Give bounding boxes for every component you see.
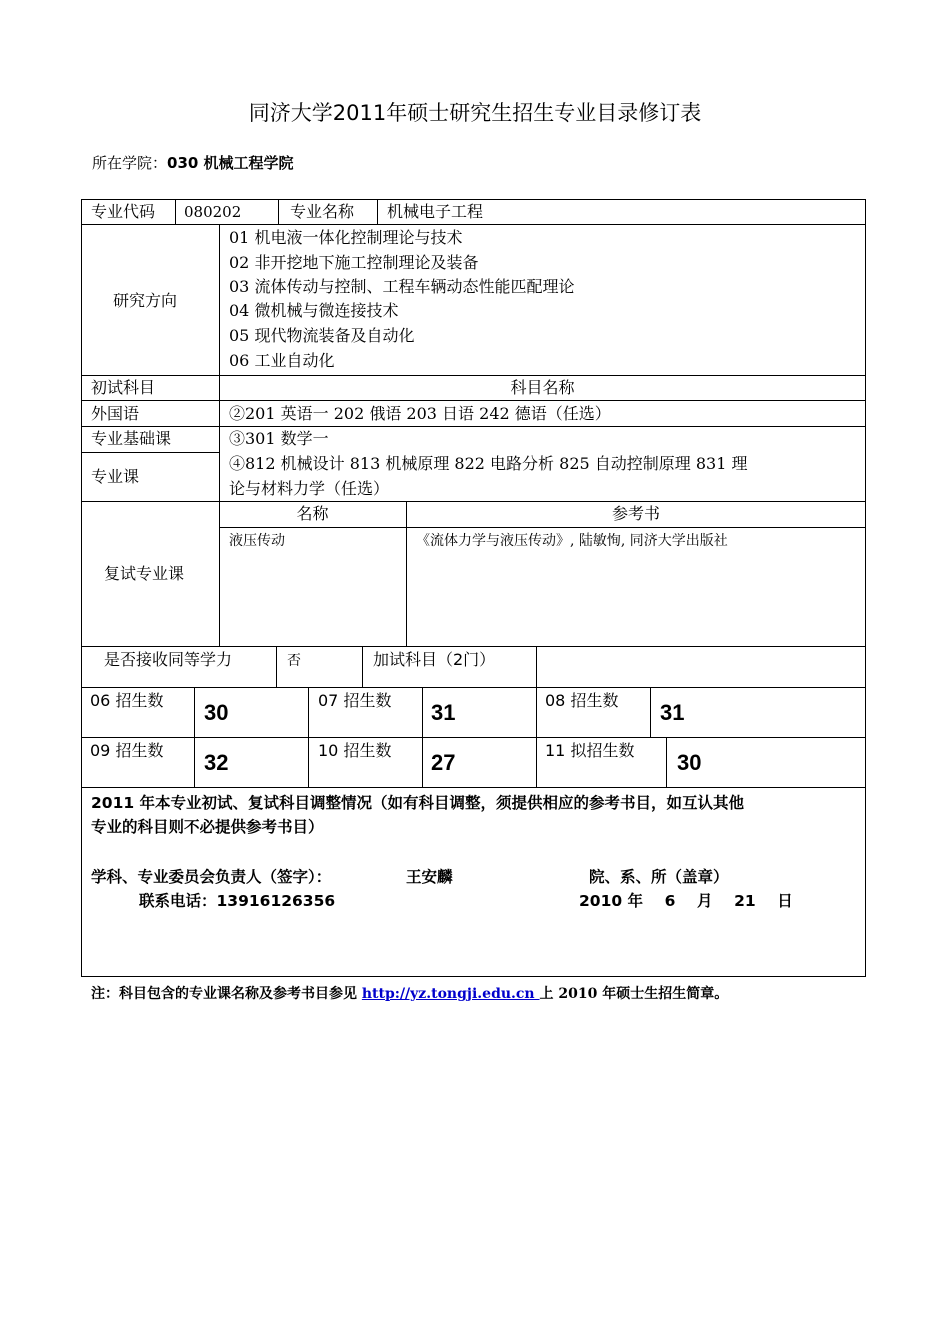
enroll-value: 27	[431, 750, 456, 775]
row-divider	[81, 224, 866, 225]
enroll-label: 07 招生数	[318, 691, 392, 710]
basic-label: 专业基础课	[91, 429, 172, 448]
major-name-label: 专业名称	[290, 202, 355, 221]
extra-subject-label: 加试科目（2门）	[373, 650, 496, 669]
phone-value: 13916126356	[216, 892, 336, 910]
row-divider	[81, 646, 866, 647]
adjust-line2: 专业的科目则不必提供参考书目）	[91, 818, 324, 836]
footnote-suffix: 上 2010 年硕士生招生简章。	[539, 986, 729, 1002]
col-divider	[536, 646, 537, 687]
col-divider	[422, 737, 423, 787]
major-code-value: 080202	[184, 203, 242, 221]
form-table	[81, 199, 866, 977]
major-name-value: 机械电子工程	[387, 202, 484, 221]
retest-course: 液压传动	[229, 533, 285, 549]
row-divider	[81, 687, 866, 688]
major-course-label: 专业课	[91, 467, 140, 486]
footnote-prefix: 注：科目包含的专业课名称及参考书目参见	[91, 986, 362, 1002]
col-divider	[650, 687, 651, 737]
enroll-value: 30	[204, 700, 229, 725]
research-label: 研究方向	[113, 291, 178, 310]
research-item: 03 流体传动与控制、工程车辆动态性能匹配理论	[229, 277, 575, 296]
row-divider	[81, 426, 866, 427]
col-divider	[377, 199, 378, 224]
row-divider	[81, 737, 866, 738]
enroll-value: 31	[660, 700, 685, 725]
research-item: 05 现代物流装备及自动化	[229, 326, 415, 345]
foreign-value: ②201 英语一 202 俄语 203 日语 242 德语（任选）	[229, 404, 611, 423]
retest-col-book: 参考书	[611, 504, 660, 523]
research-item: 01 机电液一体化控制理论与技术	[229, 228, 463, 247]
col-divider	[175, 199, 176, 224]
major-course-value-line1: ④812 机械设计 813 机械原理 822 电路分析 825 自动控制原理 831 理	[229, 454, 748, 473]
enroll-label: 08 招生数	[545, 691, 619, 710]
adjust-line1: 2011 年本专业初试、复试科目调整情况（如有科目调整，须提供相应的参考书目，如互认其他	[91, 794, 745, 812]
college-line	[92, 152, 294, 173]
retest-col-name: 名称	[296, 504, 329, 523]
col-divider	[276, 646, 277, 687]
row-divider	[81, 452, 219, 453]
research-item: 06 工业自动化	[229, 351, 335, 370]
col-divider	[308, 687, 309, 787]
col-divider	[219, 224, 220, 646]
major-code-label: 专业代码	[91, 202, 156, 221]
exam-header-right: 科目名称	[510, 378, 575, 397]
col-divider	[666, 737, 667, 787]
col-divider	[536, 687, 537, 787]
row-divider	[81, 787, 866, 788]
enroll-label: 11 拟招生数	[545, 741, 635, 760]
retest-book: 《流体力学与液压传动》, 陆敏恂, 同济大学出版社	[416, 533, 728, 549]
footnote	[91, 983, 728, 1003]
enroll-label: 06 招生数	[90, 691, 164, 710]
enroll-value: 31	[431, 700, 456, 725]
responsible-label: 学科、专业委员会负责人（签字）：	[91, 868, 332, 886]
phone-line	[139, 890, 335, 912]
major-course-value-line2: 论与材料力学（任选）	[229, 479, 390, 498]
responsible-name: 王安麟	[406, 868, 453, 886]
row-divider	[81, 501, 866, 502]
row-divider	[81, 375, 866, 376]
date: 2010 年 6 月 21 日	[579, 892, 793, 910]
phone-label: 联系电话：	[139, 892, 217, 910]
basic-value: ③301 数学一	[229, 429, 329, 448]
foreign-label: 外国语	[91, 404, 140, 423]
exam-header-left: 初试科目	[91, 378, 156, 397]
col-divider	[362, 646, 363, 687]
research-item: 04 微机械与微连接技术	[229, 301, 399, 320]
retest-label: 复试专业课	[104, 564, 185, 583]
col-divider	[278, 199, 279, 224]
col-divider	[422, 687, 423, 737]
college-value: 030 机械工程学院	[167, 154, 294, 172]
col-divider	[194, 737, 195, 787]
enroll-value: 30	[677, 750, 702, 775]
row-divider	[81, 400, 866, 401]
stamp-label: 院、系、所（盖章）	[589, 868, 729, 886]
col-divider	[194, 687, 195, 737]
enroll-label: 10 招生数	[318, 741, 392, 760]
admission-link[interactable]: http://yz.tongji.edu.cn	[361, 986, 540, 1002]
page-title: 同济大学2011年硕士研究生招生专业目录修订表	[248, 101, 702, 125]
row-divider	[219, 527, 866, 528]
enroll-value: 32	[204, 750, 229, 775]
college-label: 所在学院：	[92, 154, 168, 172]
research-item: 02 非开挖地下施工控制理论及装备	[229, 253, 479, 272]
enroll-label: 09 招生数	[90, 741, 164, 760]
equivalent-label: 是否接收同等学力	[104, 650, 233, 669]
equivalent-value: 否	[287, 653, 301, 669]
